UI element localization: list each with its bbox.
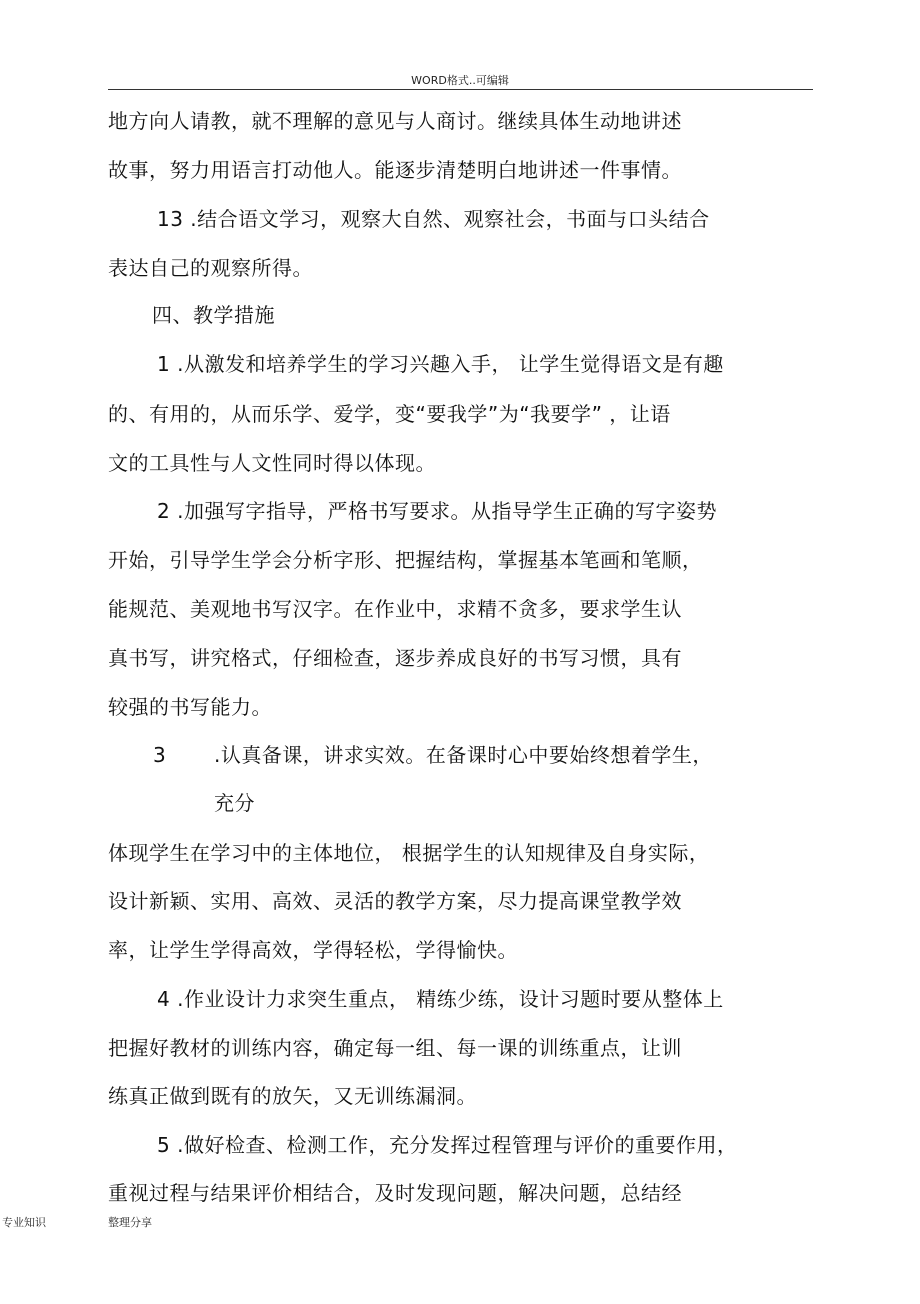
text-line: 体现学生在学习中的主体地位， 根据学生的认知规律及自身实际，: [108, 841, 710, 865]
text-line: 设计新颖、实用、高效、灵活的教学方案，尽力提高课堂教学效: [108, 889, 682, 913]
text-line: 充分: [214, 791, 255, 815]
text-line: .认真备课，讲求实效。在备课时心中要始终想着学生，: [214, 743, 713, 767]
text-line: 故事，努力用语言打动他人。能逐步清楚明白地讲述一件事情。: [108, 158, 682, 182]
item-number: 3: [153, 743, 167, 767]
section-heading: 四、教学措施: [152, 303, 275, 327]
text-line: 开始，引导学生学会分析字形、把握结构，掌握基本笔画和笔顺，: [108, 548, 703, 572]
text-line: 真书写，讲究格式，仔细检查，逐步养成良好的书写习惯，具有: [108, 646, 682, 670]
text-line: 的、有用的，从而乐学、爱学，变“要我学”为“我要学” ，让语: [108, 402, 671, 426]
text-line: 5 .做好检查、检测工作，充分发挥过程管理与评价的重要作用，: [157, 1133, 738, 1157]
footer-right: 整理分享: [108, 1216, 152, 1229]
text-line: 率，让学生学得高效，学得轻松，学得愉快。: [108, 938, 518, 962]
text-line: 重视过程与结果评价相结合，及时发现问题，解决问题，总结经: [108, 1181, 682, 1205]
text-line: 地方向人请教，就不理解的意见与人商讨。继续具体生动地讲述: [108, 109, 682, 133]
text-line: 把握好教材的训练内容，确定每一组、每一课的训练重点，让训: [108, 1036, 682, 1060]
header-text: WORD格式..可编辑: [411, 74, 509, 87]
text-line: 2 .加强写字指导，严格书写要求。从指导学生正确的写字姿势: [157, 499, 717, 523]
text-line: 表达自己的观察所得。: [108, 256, 313, 280]
text-line: 1 .从激发和培养学生的学习兴趣入手， 让学生觉得语文是有趣: [157, 352, 724, 376]
text-line: 能规范、美观地书写汉字。在作业中，求精不贪多，要求学生认: [108, 597, 682, 621]
text-line: 练真正做到既有的放矢，又无训练漏洞。: [108, 1084, 477, 1108]
text-line: 较强的书写能力。: [108, 695, 272, 719]
text-line: 文的工具性与人文性同时得以体现。: [108, 451, 436, 475]
footer-left: 专业知识: [2, 1216, 46, 1229]
text-line: 13 .结合语文学习，观察大自然、观察社会，书面与口头结合: [157, 207, 710, 231]
header-divider: [108, 89, 813, 90]
text-line: 4 .作业设计力求突生重点， 精练少练，设计习题时要从整体上: [157, 987, 724, 1011]
